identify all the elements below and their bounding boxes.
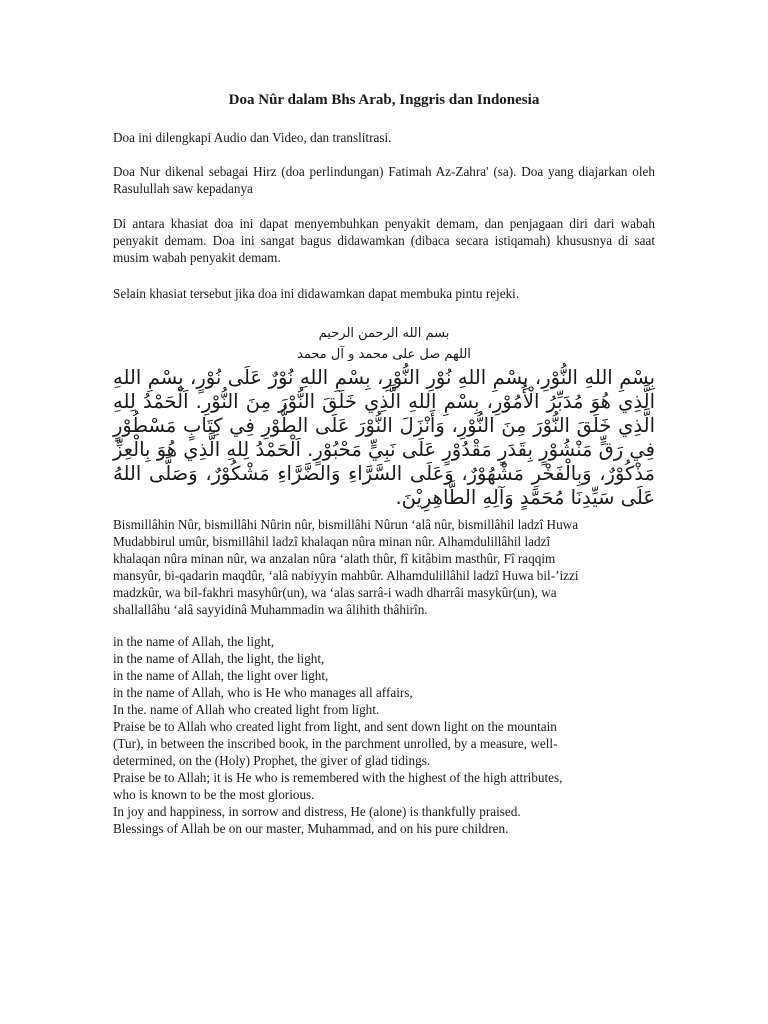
english-line: In the. name of Allah who created light from light. (113, 702, 380, 717)
english-line: in the name of Allah, the light, (113, 634, 275, 649)
transliteration-line: mansyûr, bi-qadarin maqdûr, ‘alâ nabiyyin mahbûr. Alhamdulillâhil ladzî Huwa bil-’izzi (113, 568, 579, 583)
transliteration-line: khalaqan nûra minan nûr, wa anzalan nûra ‘alath thûr, fî kitâbim masthûr, Fî raqqim (113, 551, 556, 566)
english-line: Praise be to Allah; it is He who is remembered with the highest of the high attributes, (113, 770, 563, 785)
intro-paragraph: Doa ini dilengkapi Audio dan Video, dan translitrasi. (113, 130, 392, 145)
english-line: who is known to be the most glorious. (113, 787, 315, 802)
hirz-paragraph: Doa Nur dikenal sebagai Hirz (doa perlindungan) Fatimah Az-Zahra' (sa). Doa yang diajarkan oleh Rasulullah saw kepadanya (113, 164, 655, 196)
transliteration-block (113, 516, 655, 618)
transliteration-line: madzkûr, wa bil-fakhri masyhûr(un), wa ‘alas sarrâ-i wadh dharrâi masykûr(un), wa (113, 585, 557, 600)
transliteration-line: Bismillâhin Nûr, bismillâhi Nûrin nûr, bismillâhi Nûrun ‘alâ nûr, bismillâhil ladzî Huwa (113, 517, 579, 532)
page-title: Doa Nûr dalam Bhs Arab, Inggris dan Indonesia (228, 92, 540, 108)
english-line: in the name of Allah, the light over light, (113, 668, 329, 683)
rizq-paragraph: Selain khasiat tersebut jika doa ini didawamkan dapat membuka pintu rejeki. (113, 286, 520, 301)
english-translation-block (113, 633, 655, 837)
english-line: in the name of Allah, who is He who manages all affairs, (113, 685, 413, 700)
english-line: In joy and happiness, in sorrow and distress, He (alone) is thankfully praised. (113, 804, 521, 819)
transliteration-line: Mudabbirul umûr, bismillâhil ladzî khalaqan nûra minan nûr. Alhamdulillâhil ladzî (113, 534, 551, 549)
arabic-prayer-text: بِسْمِ اللهِ النُّوْرِ، بِسْمِ اللهِ نُوْرِ النُّوْرِ، بِسْمِ اللهِ نُوْرٌ عَلَى نُوْرٍ، بِسْمِ اللهِ الَّذِي هُوَ مُدَبِّرُ الْأُمُوْرِ، بِسْمِ اللهِ الَّذِي خَلَقَ النُّوْرَ مِنَ النُّوْرِ. اَلْحَمْدُ لِلهِ الَّذِي خَلَقَ النُّوْرَ مِنَ النُّوْرِ، وَأَنْزَلَ النُّوْرَ عَلَى الطُّوْرِ فِي كِتَابٍ مَسْطُوْرٍ فِي رَقٍّ مَنْشُوْرٍ بِقَدَرٍ مَقْدُوْرٍ عَلَى نَبِيٍّ مَحْبُوْرٍ. اَلْحَمْدُ لِلهِ الَّذِي هُوَ بِالْعِزِّ مَذْكُوْرٌ، وَبِالْفَخْرِ مَشْهُوْرٌ، وَعَلَى السَّرَّاءِ وَالضَّرَّاءِ مَشْكُوْرٌ، وَصَلَّى اللهُ عَلَى سَيِّدِنَا مُحَمَّدٍ وَآلِهِ الطَّاهِرِيْنَ. (113, 366, 655, 509)
arabic-salawat: اللهم صل على محمد و آل محمد (297, 347, 471, 362)
english-line: (Tur), in between the inscribed book, in the parchment unrolled, by a measure, well- (113, 736, 558, 751)
arabic-basmala: بسم الله الرحمن الرحيم (318, 326, 450, 341)
english-line: in the name of Allah, the light, the light, (113, 651, 325, 666)
benefits-paragraph: Di antara khasiat doa ini dapat menyembuhkan penyakit demam, dan penjagaan diri dari wabah penyakit demam. Doa ini sangat bagus didawamkan (dibaca secara istiqamah) khususnya di saat musim wabah penyakit demam. (113, 216, 655, 265)
english-line: Blessings of Allah be on our master, Muhammad, and on his pure children. (113, 821, 509, 836)
english-line: Praise be to Allah who created light from light, and sent down light on the mountain (113, 719, 557, 734)
transliteration-line: shallallâhu ‘alâ sayyidinâ Muhammadin wa âlihith thâhirîn. (113, 602, 428, 617)
english-line: determined, on the (Holy) Prophet, the giver of glad tidings. (113, 753, 431, 768)
